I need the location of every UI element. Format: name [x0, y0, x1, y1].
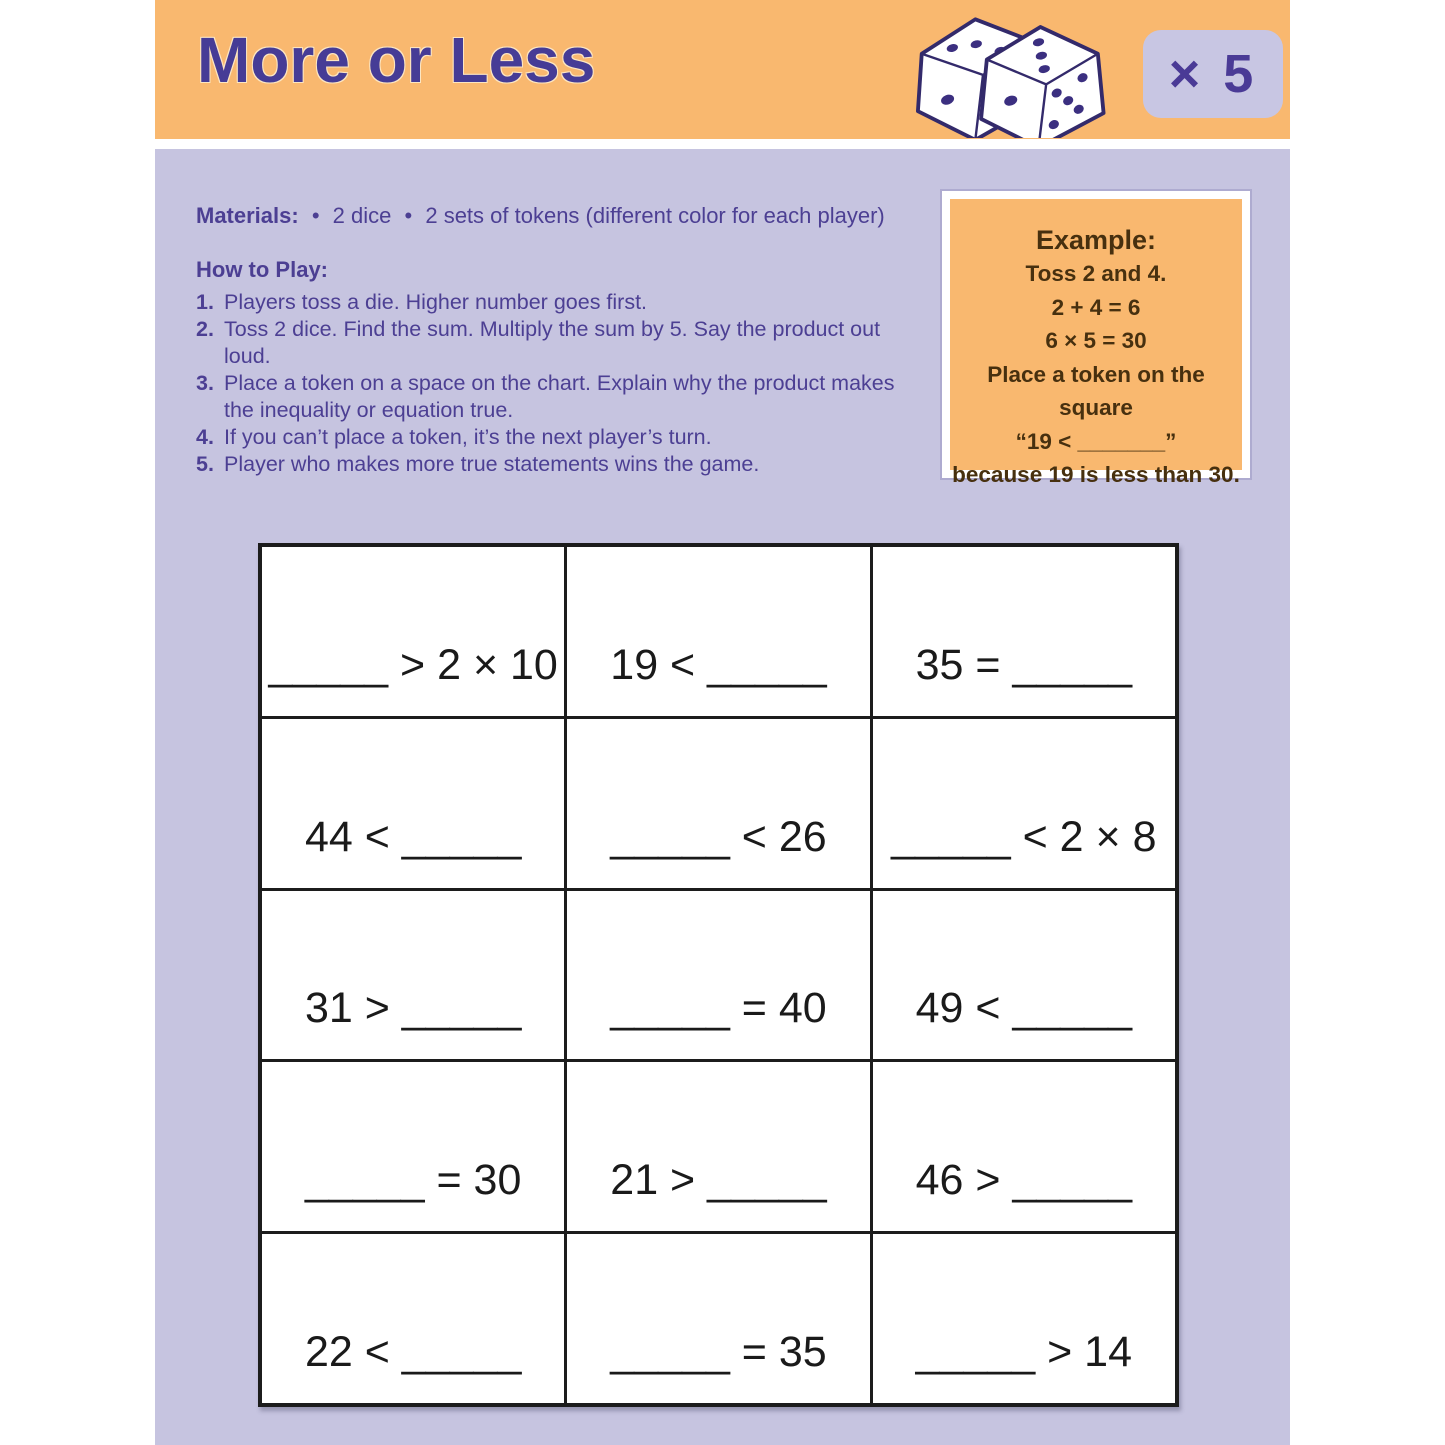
example-line: 6 × 5 = 30: [1045, 328, 1147, 353]
grid-cell: _____ = 35: [567, 1234, 869, 1403]
grid-cell: _____ > 14: [873, 1234, 1175, 1403]
grid-cell: 22 < _____: [262, 1234, 564, 1403]
bullet-icon: •: [404, 203, 413, 228]
step-item: [196, 451, 920, 478]
example-line: “19 < _______”: [1015, 428, 1177, 454]
step-item: [196, 424, 920, 451]
grid-cell: _____ < 2 × 8: [873, 719, 1175, 888]
grid-cell: 31 > _____: [262, 891, 564, 1060]
step-text: If you can’t place a token, it’s the next player’s turn.: [224, 425, 712, 449]
step-number: 2.: [196, 317, 214, 341]
step-item: [196, 370, 920, 424]
step-text: Toss 2 dice. Find the sum. Multiply the sum by 5. Say the product out loud.: [224, 317, 881, 368]
grid-cell: _____ = 30: [262, 1062, 564, 1231]
grid-cell: 44 < _____: [262, 719, 564, 888]
example-heading: Example:: [1035, 225, 1157, 255]
bullet-icon: •: [311, 203, 320, 228]
step-text: Place a token on a space on the chart. Explain why the product makes the inequality or equation true.: [224, 371, 895, 422]
materials-label: Materials:: [196, 203, 299, 228]
grid-cell: _____ = 40: [567, 891, 869, 1060]
header-band: [155, 0, 1290, 139]
example-line: Toss 2 and 4.: [1025, 261, 1167, 286]
step-text: Player who makes more true statements wins the game.: [224, 452, 760, 476]
grid-cell: 49 < _____: [873, 891, 1175, 1060]
grid-cell: _____ > 2 × 10: [262, 547, 564, 716]
step-item: [196, 289, 920, 316]
how-to-play-list: [196, 289, 920, 478]
multiplier-badge: [1143, 30, 1283, 118]
materials-item: 2 dice: [332, 203, 392, 228]
grid-cell: 35 = _____: [873, 547, 1175, 716]
grid-cell: 21 > _____: [567, 1062, 869, 1231]
example-box: [942, 191, 1250, 487]
step-number: 4.: [196, 425, 214, 449]
example-line: because 19 is less than 30.: [952, 462, 1240, 487]
multiplier-label: × 5: [1168, 44, 1258, 104]
step-text: Players toss a die. Higher number goes first.: [224, 290, 648, 314]
step-number: 5.: [196, 452, 214, 476]
step-number: 1.: [196, 290, 214, 314]
example-line: 2 + 4 = 6: [1051, 294, 1141, 320]
materials-line: [196, 203, 956, 229]
how-to-play-heading: How to Play:: [196, 257, 329, 282]
grid-cell: _____ < 26: [567, 719, 869, 888]
grid-cell: 19 < _____: [567, 547, 869, 716]
materials-item: 2 sets of tokens (different color for each player): [425, 203, 885, 228]
game-grid: [258, 543, 1179, 1407]
two-dice-icon: [893, 4, 1117, 138]
example-line: Place a token on the square: [987, 361, 1205, 420]
page-title: More or Less: [197, 24, 596, 96]
grid-cell: 46 > _____: [873, 1062, 1175, 1231]
step-number: 3.: [196, 371, 214, 395]
worksheet-body: [155, 149, 1290, 1445]
step-item: [196, 316, 920, 370]
